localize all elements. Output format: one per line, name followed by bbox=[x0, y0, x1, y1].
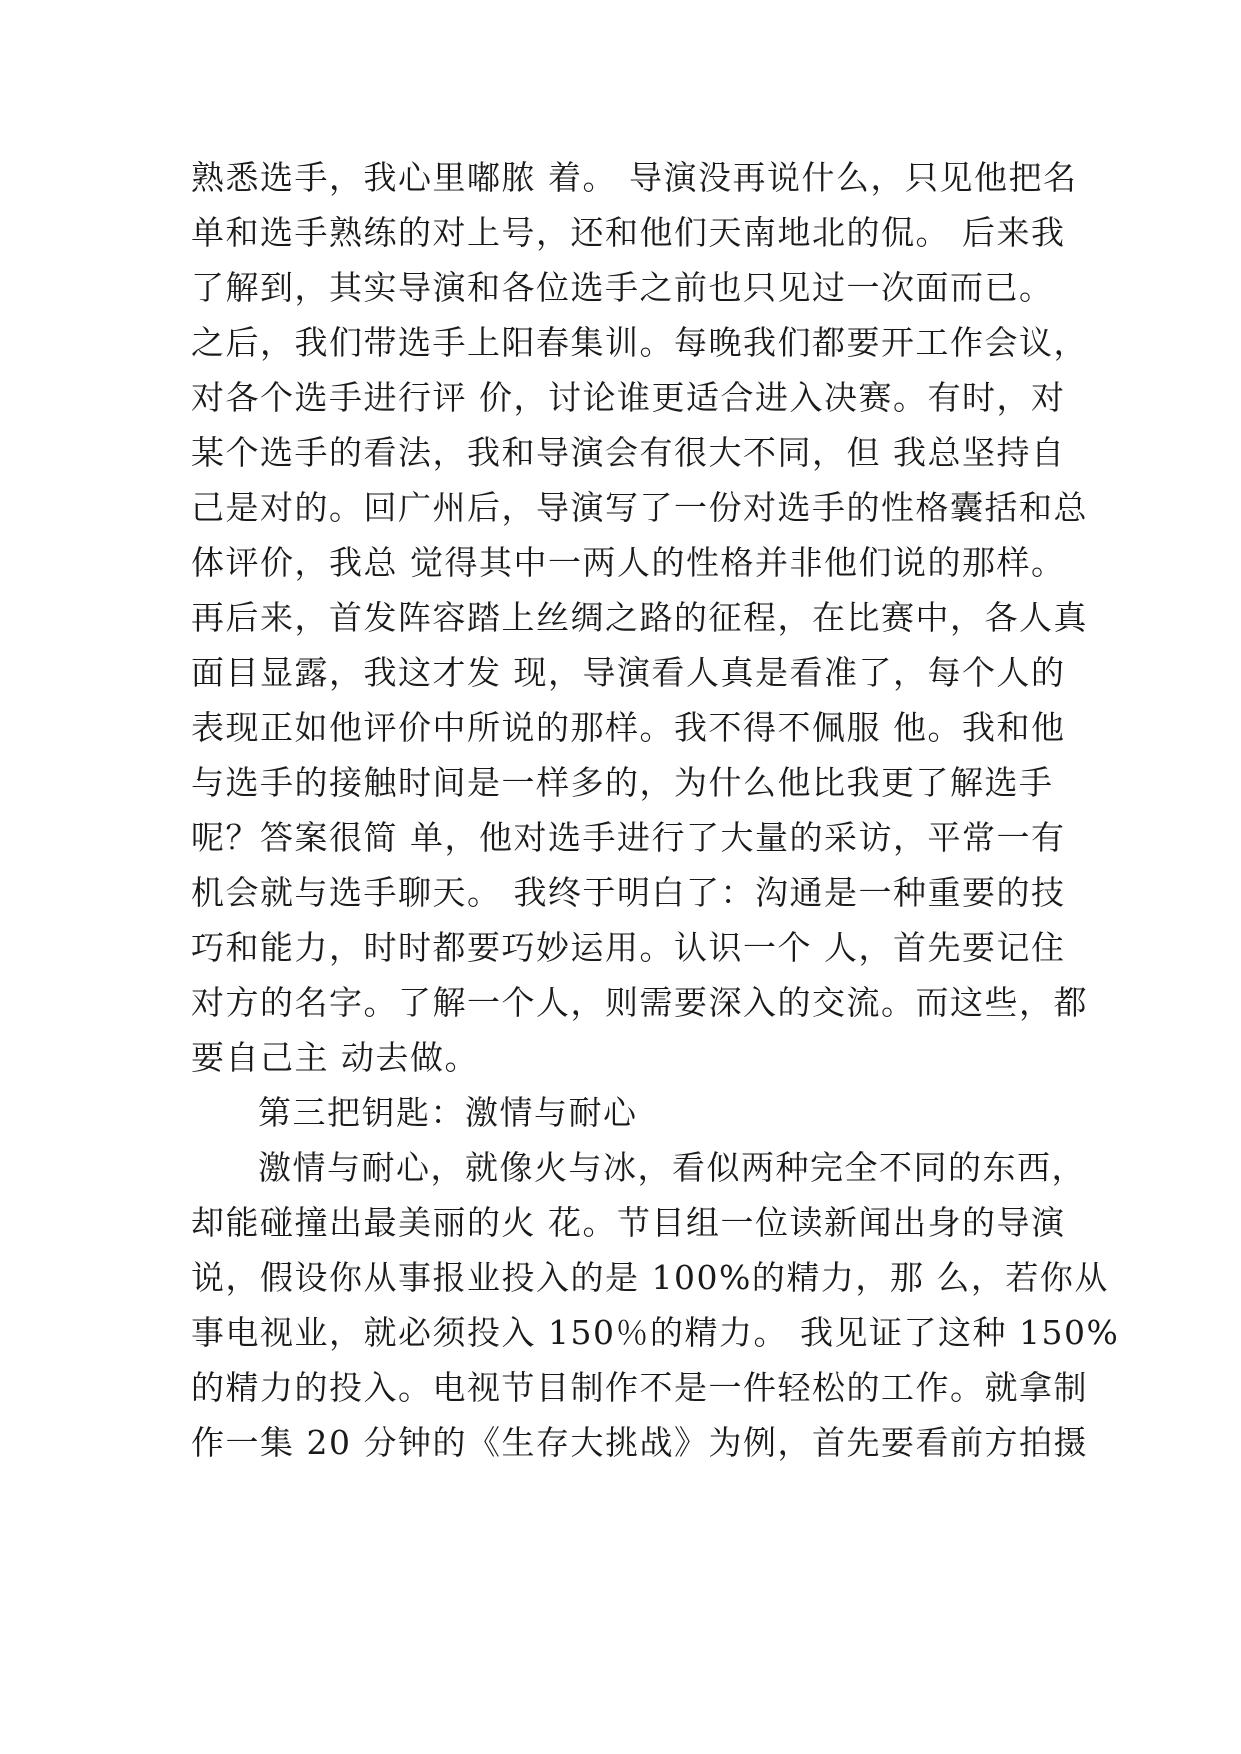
body-text-line: 再后来，首发阵容踏上丝绸之路的征程，在比赛中，各人真 bbox=[191, 598, 1088, 637]
section-heading: 第三把钥匙：激情与耐心 bbox=[258, 1093, 638, 1132]
body-text-line: 体评价，我总 觉得其中一两人的性格并非他们说的那样。 bbox=[191, 543, 1066, 582]
body-text-line: 机会就与选手聊天。 我终于明白了：沟通是一种重要的技 bbox=[191, 873, 1066, 912]
body-text-line: 作一集 20 分钟的《生存大挑战》为例，首先要看前方拍摄 bbox=[191, 1423, 1088, 1462]
body-text-line: 却能碰撞出最美丽的火 花。节目组一位读新闻出身的导演 bbox=[191, 1203, 1066, 1242]
body-text-line: 的精力的投入。电视节目制作不是一件轻松的工作。就拿制 bbox=[191, 1368, 1088, 1407]
body-text-line: 激情与耐心，就像火与冰，看似两种完全不同的东西， bbox=[258, 1148, 1086, 1187]
body-text-line: 与选手的接触时间是一样多的，为什么他比我更了解选手 bbox=[191, 763, 1054, 802]
body-text-line: 某个选手的看法，我和导演会有很大不同，但 我总坚持自 bbox=[191, 433, 1066, 472]
body-text-line: 对各个选手进行评 价，讨论谁更适合进入决赛。有时，对 bbox=[191, 378, 1066, 417]
body-text-line: 表现正如他评价中所说的那样。我不得不佩服 他。我和他 bbox=[191, 708, 1066, 747]
body-text-line: 面目显露，我这才发 现，导演看人真是看准了，每个人的 bbox=[191, 653, 1066, 692]
body-text-line: 了解到，其实导演和各位选手之前也只见过一次面而已。 bbox=[191, 268, 1054, 307]
body-text-line: 熟悉选手，我心里嘟脓 着。 导演没再说什么，只见他把名 bbox=[191, 158, 1078, 197]
body-text-line: 己是对的。回广州后，导演写了一份对选手的性格囊括和总 bbox=[191, 488, 1088, 527]
body-text-line: 之后，我们带选手上阳春集训。每晚我们都要开工作会议， bbox=[191, 323, 1088, 362]
body-text-line: 说，假设你从事报业投入的是 100%的精力，那 么，若你从 bbox=[191, 1258, 1109, 1297]
body-text-line: 巧和能力，时时都要巧妙运用。认识一个 人，首先要记住 bbox=[191, 928, 1066, 967]
body-text-line: 要自己主 动去做。 bbox=[191, 1038, 479, 1077]
body-text-line: 对方的名字。了解一个人，则需要深入的交流。而这些，都 bbox=[191, 983, 1088, 1022]
body-text-line: 事电视业，就必须投入 150％的精力。 我见证了这种 150% bbox=[191, 1313, 1120, 1352]
body-text-line: 呢？答案很简 单，他对选手进行了大量的采访，平常一有 bbox=[191, 818, 1066, 857]
body-text-line: 单和选手熟练的对上号，还和他们天南地北的侃。 后来我 bbox=[191, 213, 1066, 252]
